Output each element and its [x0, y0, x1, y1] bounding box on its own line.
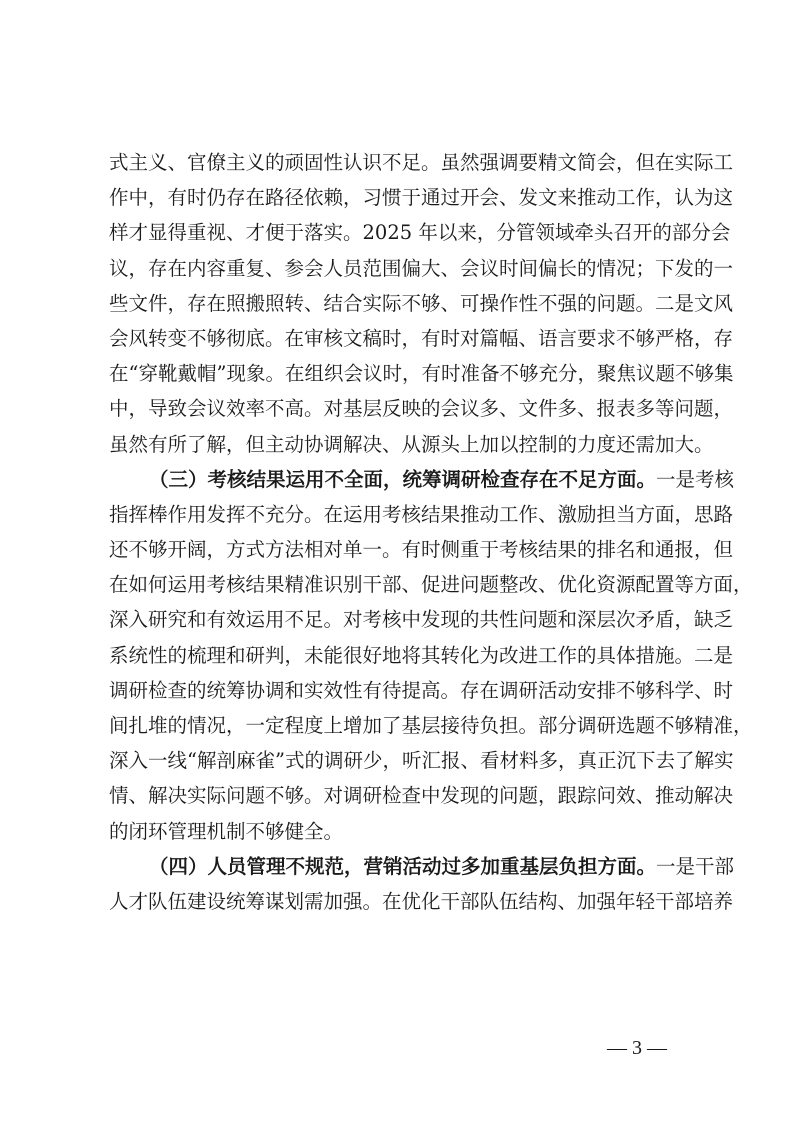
page-number: — 3 —	[607, 1037, 667, 1059]
text-line: 样才显得重视、才便于落实。2025 年以来，分管领域牵头召开的部分会	[109, 221, 731, 245]
text-line: 调研检查的统筹协调和实效性有待提高。存在调研活动安排不够科学、时	[109, 678, 734, 702]
section-heading-continuation: 一是干部	[656, 854, 735, 878]
text-line: 些文件，存在照搬照转、结合实际不够、可操作性不强的问题。二是文风	[109, 291, 734, 315]
text-line: 在“穿靴戴帽”现象。在组织会议时，有时准备不够充分，聚焦议题不够集	[109, 362, 734, 386]
text-line: 虽然有所了解，但主动协调解决、从源头上加以控制的力度还需加大。	[109, 432, 714, 456]
text-line: 深入一线“解剖麻雀”式的调研少，听汇报、看材料多，真正沉下去了解实	[109, 749, 734, 773]
section-heading-line	[109, 849, 735, 884]
text-line: 式主义、官僚主义的顽固性认识不足。虽然强调要精文简会，但在实际工	[109, 151, 734, 174]
text-line: 人才队伍建设统筹谋划需加强。在优化干部队伍结构、加强年轻干部培养	[109, 889, 734, 913]
text-line: 在如何运用考核结果精准识别干部、促进问题整改、优化资源配置等方面，	[109, 573, 753, 597]
text-line: 情、解决实际问题不够。对调研检查中发现的问题，跟踪问效、推动解决	[109, 784, 734, 808]
text-line: 的闭环管理机制不够健全。	[109, 819, 344, 843]
text-line: 作中，有时仍存在路径依赖，习惯于通过开会、发文来推动工作，认为这	[109, 186, 734, 210]
section-heading-line	[109, 462, 735, 497]
text-line: 议，存在内容重复、参会人员范围偏大、会议时间偏长的情况；下发的一	[109, 256, 734, 280]
section-heading: （三）考核结果运用不全面，统筹调研检查存在不足方面。	[149, 467, 657, 491]
text-line: 深入研究和有效运用不足。对考核中发现的共性问题和深层次矛盾，缺乏	[109, 608, 734, 632]
text-line: 间扎堆的情况，一定程度上增加了基层接待负担。部分调研选题不够精准，	[109, 714, 753, 737]
text-line: 指挥棒作用发挥不充分。在运用考核结果推动工作、激励担当方面，思路	[109, 502, 734, 526]
text-line: 中，导致会议效率不高。对基层反映的会议多、文件多、报表多等问题，	[109, 397, 734, 421]
text-line: 还不够开阔，方式方法相对单一。有时侧重于考核结果的排名和通报，但	[109, 538, 734, 562]
text-line: 会风转变不够彻底。在审核文稿时，有时对篇幅、语言要求不够严格，存	[109, 326, 734, 350]
section-heading-continuation: 一是考核	[656, 467, 735, 491]
document-body	[109, 145, 753, 919]
text-line: 系统性的梳理和研判，未能很好地将其转化为改进工作的具体措施。二是	[109, 643, 734, 667]
section-heading: （四）人员管理不规范，营销活动过多加重基层负担方面。	[149, 854, 657, 878]
